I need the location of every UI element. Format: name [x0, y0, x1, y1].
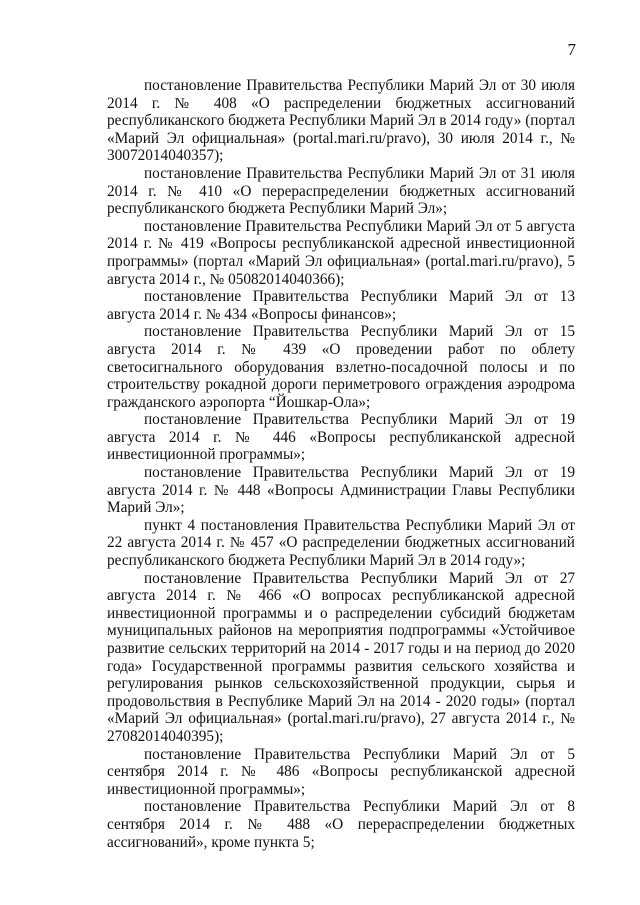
paragraph-item: постановление Правительства Республики Марий Эл от 5 сентября 2014 г. № 486 «Вопросы республиканской адресной инвестиционной программы»; [107, 745, 575, 798]
paragraph-item: постановление Правительства Республики Марий Эл от 8 сентября 2014 г. № 488 «О перераспределении бюджетных ассигнований», кроме пункта 5; [107, 798, 575, 851]
paragraph-item: постановление Правительства Республики Марий Эл от 19 августа 2014 г. № 448 «Вопросы Администрации Главы Республики Марий Эл»; [107, 464, 575, 517]
paragraph-item: пункт 4 постановления Правительства Республики Марий Эл от 22 августа 2014 г. № 457 «О распределении бюджетных ассигнований республиканского бюджета Республики Марий Эл в 2014 году»; [107, 516, 575, 570]
paragraph-item: постановление Правительства Республики Марий Эл от 15 августа 2014 г. № 439 «О проведении работ по облету светосигнального оборудования взлетно-посадочной полосы и по строительству рокадной дороги периметрового ограждения аэродрома гражданского аэропорта “Йошкар-Ола»; [107, 323, 575, 411]
paragraph-item: постановление Правительства Республики Марий Эл от 27 августа 2014 г. № 466 «О вопросах республиканской адресной инвестиционной программы и о распределении субсидий бюджетам муниципальных районов на мероприятия подпрограммы «Устойчивое развитие сельских территорий на 2014 - 2017 годы и на период до 2020 года» Государственной программы развития сельского хозяйства и регулирования рынков сельскохозяйственной продукции, сырья и продовольствия в Республике Марий Эл на 2014 - 2020 годы» (портал «Марий Эл официальная» (portal.mari.ru/pravo), 27 августа 2014 г., № 27082014040395); [107, 569, 575, 745]
paragraph-item: постановление Правительства Республики Марий Эл от 30 июля 2014 г. № 408 «О распределении бюджетных ассигнований республиканского бюджета Республики Марий Эл в 2014 году» (портал «Марий Эл официальная» (portal.mari.ru/pravo), 30 июля 2014 г., № 30072014040357); [107, 77, 575, 165]
paragraph-item: постановление Правительства Республики Марий Эл от 13 августа 2014 г. № 434 «Вопросы финансов»; [107, 288, 575, 323]
paragraph-item: постановление Правительства Республики Марий Эл от 31 июля 2014 г. № 410 «О перераспределении бюджетных ассигнований республиканского бюджета Республики Марий Эл»; [107, 164, 575, 218]
page-number: 7 [567, 40, 576, 59]
paragraph-item: постановление Правительства Республики Марий Эл от 5 августа 2014 г. № 419 «Вопросы республиканской адресной инвестиционной программы» (портал «Марий Эл официальная» (portal.mari.ru/pravo), 5 августа 2014 г., № 05082014040366); [107, 217, 575, 288]
document-body [107, 77, 575, 851]
paragraph-item: постановление Правительства Республики Марий Эл от 19 августа 2014 г. № 446 «Вопросы республиканской адресной инвестиционной программы»; [107, 411, 575, 464]
